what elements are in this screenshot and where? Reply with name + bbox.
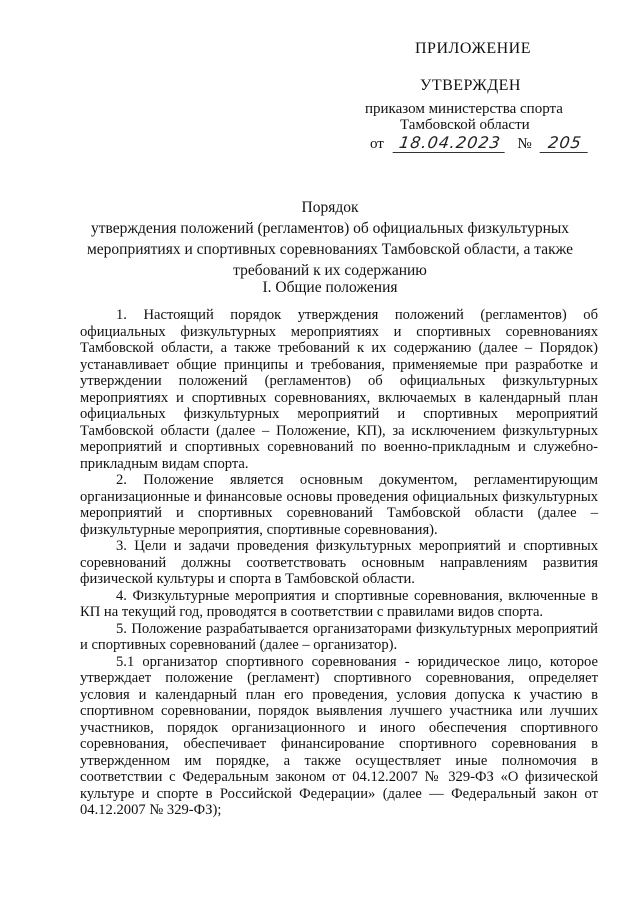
document-title: [60, 197, 600, 281]
number-sign: №: [517, 136, 532, 152]
handwritten-number: 205: [540, 133, 591, 153]
handwritten-date: 18.04.2023: [392, 133, 507, 153]
approval-stamp: [0, 0, 640, 160]
annex-label: ПРИЛОЖЕНИЕ: [415, 40, 532, 57]
title-line-1: Порядок: [301, 199, 359, 216]
paragraph-3: 3. Цели и задачи проведения физкультурных мероприятий и спортивных соревнований должны соответствовать основным направлениям развития физической культуры и спорта в Тамбовской области.: [80, 538, 598, 587]
paragraph-5: 5. Положение разрабатывается организаторами физкультурных мероприятий и спортивных соревнований (далее – организатор).: [80, 620, 598, 653]
paragraph-1: 1. Настоящий порядок утверждения положений (регламентов) об официальных физкультурных мероприятиях и спортивных соревнованиях Тамбовской области, а также требований к их содержанию (далее – Порядок) устанавливает общие принципы и требования, применяемые при разработке и утверждении положений (регламентов) об официальных физкультурных мероприятиях и спортивных соревнованиях, включаемых в календарный план официальных физкультурных мероприятий и спортивных мероприятий Тамбовской области (далее – Положение, КП), за исключением физкультурных мероприятий и спортивных соревнований по военно-прикладным и служебно-прикладным видам спорта.: [80, 307, 598, 472]
paragraph-4: 4. Физкультурные мероприятия и спортивные соревнования, включенные в КП на текущий год, проводятся в соответствии с правилами видов спорта.: [80, 587, 598, 620]
approved-label: УТВЕРЖДЕН: [420, 77, 521, 94]
order-date-row: [370, 133, 589, 155]
document-body: [80, 307, 598, 819]
paragraph-2: 2. Положение является основным документом, регламентирующим организационные и финансовые основы проведения официальных физкультурных мероприятий и спортивных соревнований Тамбовской области (далее – физкультурные мероприятия, спортивные соревнования).: [80, 472, 598, 538]
title-line-2: утверждения положений (регламентов) об официальных физкультурных: [90, 220, 570, 237]
date-prefix: от: [370, 136, 384, 152]
order-reference: приказом министерства спорта: [365, 101, 563, 117]
title-line-4: требований к их содержанию: [233, 262, 427, 279]
section-heading: I. Общие положения: [262, 279, 398, 296]
paragraph-5-1: 5.1 организатор спортивного соревнования - юридическое лицо, которое утверждает положение (регламент) спортивного соревнования, определяет условия и календарный план его проведения, условия допуска к участию в спортивном соревновании, порядок выявления лучшего участника или лучших участников, порядок организационного и иного обеспечения спортивного соревнования, обеспечивает финансирование спортивного соревнования в утвержденном им порядке, а также осуществляет иные полномочия в соответствии с Федеральным законом от 04.12.2007 № 329-ФЗ «О физической культуре и спорте в Российской Федерации» (далее — Федеральный закон от 04.12.2007 № 329-ФЗ);: [80, 653, 598, 818]
title-line-3: мероприятиях и спортивных соревнованиях Тамбовской области, а также: [86, 241, 574, 258]
region-line: Тамбовской области: [400, 117, 530, 133]
